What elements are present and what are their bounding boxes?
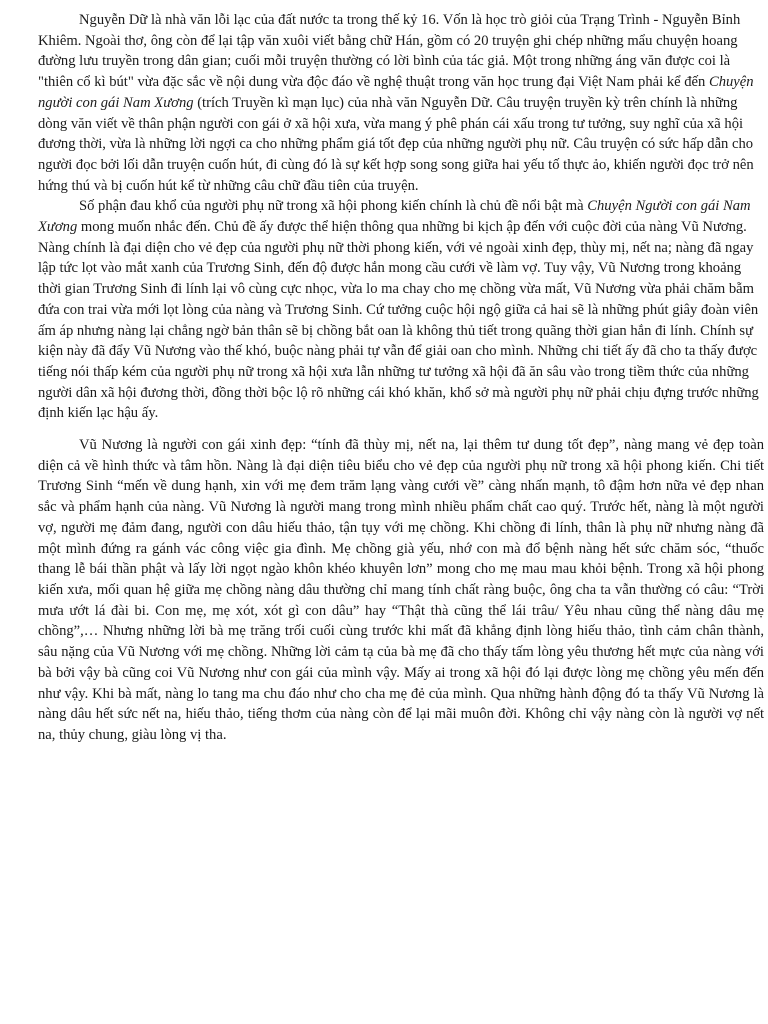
paragraph-text: Vũ Nương là người con gái xinh đẹp: “tính đã thùy mị, nết na, lại thêm tư dung tốt đẹp”, nàng mang vẻ đẹp toàn diện cả về hình thức và tâm hồn. Nàng là đại diện tiêu biểu cho vẻ đẹp của người phụ nữ trong xã hội phong kiến. Chi tiết Trương Sinh “mến về dung hạnh, xin với mẹ đem trăm lạng vàng cưới về” càng nhấn mạnh, tô đậm hơn nữa vẻ đẹp nhan sắc và phẩm hạnh của nàng. Vũ Nương là người mang trong mình nhiều phẩm chất cao quý. Trước hết, nàng là một người vợ, người mẹ đảm đang, người con dâu hiếu thảo, tận tụy với mẹ chồng. Khi chồng đi lính, thân là phụ nữ nhưng nàng đã một mình đứng ra gánh vác công việc gia đình. Mẹ chồng già yếu, nhớ con mà đổ bệnh nàng hết sức chăm sóc, “thuốc thang lễ bái thần phật và lấy lời ngọt ngào khôn khéo khuyên lơn” mong cho mẹ mau mau khỏi bệnh. Trong xã hội phong kiến xưa, mối quan hệ giữa mẹ chồng nàng dâu thường chỉ mang tính chất ràng buộc, ông cha ta vẫn thường có câu: “Trời mưa ướt lá đài bi. Con mẹ, mẹ xót, xót gì con dâu” hay “Thật thà cũng thể lái trâu/ Yêu nhau cũng thể nàng dâu mẹ chồng”,… Nhưng những lời bà mẹ trăng trối cuối cùng trước khi mất đã khẳng định lòng hiếu thảo, tình cảm chân thành, sâu nặng của Vũ Nương với mẹ chồng. Những lời cảm tạ của bà mẹ đã cho thấy tấm lòng yêu thương hết mực của nàng với bà bởi vậy bà cũng coi Vũ Nương như con gái của mình vậy. Mấy ai trong xã hội đó lại được lòng mẹ chồng yêu mến đến như vậy. Khi bà mất, nàng lo tang ma chu đáo như cho cha mẹ đẻ của mình. Qua những hành động đó ta thấy Vũ Nương là nàng dâu hết sức nết na, hiếu thảo, tiếng thơm của nàng còn để lại mãi muôn đời. Không chỉ vậy nàng còn là người vợ nết na, thủy chung, giàu lòng vị tha. [38, 437, 764, 743]
paragraph-theme [38, 196, 764, 424]
work-title: Chuyện Người con gái Nam Xương [38, 198, 751, 236]
paragraph-text: (trích Truyền kì mạn lục) của nhà văn Nguyễn Dữ. Câu truyện truyền kỳ trên chính là những dòng văn viết về thân phận người con gái ở xã hội xưa, vừa mang ý phê phán cái xấu trong tư tưởng, suy nghĩ của xã hội đương thời, vừa là những lời ngợi ca cho những phẩm giá tốt đẹp của những người phụ nữ. Câu truyện có sức hấp dẫn cho người đọc bởi lối dẫn truyện cuốn hút, đi cùng đó là sự kết hợp song song giữa hai yếu tố thực ảo, khiến người đọc trở nên hứng thú và bị cuốn hút kể từ những câu chữ đầu tiên của truyện. [38, 94, 754, 194]
paragraph-text: Số phận đau khổ của người phụ nữ trong xã hội phong kiến chính là chủ đề nổi bật mà [79, 198, 588, 215]
paragraph-intro [38, 10, 764, 196]
paragraph-text: mong muốn nhắc đến. Chủ đề ấy được thể hiện thông qua những bi kịch ập đến với cuộc đời của nàng Vũ Nương. Nàng chính là đại diện cho vẻ đẹp của người phụ nữ thời phong kiến, với vẻ ngoài xinh đẹp, thùy mị, nết na; nàng đã ngay lập tức lọt vào mắt xanh của Trương Sinh, đến độ được hắn mong cầu cưới về làm vợ. Tuy vậy, Vũ Nương trong khoảng thời gian Trương Sinh đi lính lại vô cùng cực nhọc, vừa lo ma chay cho mẹ chồng vừa mất, Vũ Nương vừa phải chăm bẵm đứa con trai vừa mới lọt lòng của nàng và Trương Sinh. Cứ tưởng cuộc hội ngộ giữa cả hai sẽ là những phút giây đoàn viên ấm áp nhưng nàng lại chẳng ngờ bản thân sẽ bị chồng bắt oan là không thủ tiết trong quãng thời gian hắn đi lính. Chính sự kiện này đã đẩy Vũ Nương vào thế khó, buộc nàng phải tự vẫn để giải oan cho mình. Những chi tiết ấy đã cho ta thấy được tiếng nói thấp kém của người phụ nữ trong xã hội xưa lẫn những tư tưởng xã hội đã ăn sâu vào trong tiềm thức của những người dân xã hội đương thời, đồng thời bộc lộ rõ những cái khó khăn, khổ sở mà người phụ nữ phải chịu đựng trước những định kiến lạc hậu ấy. [38, 219, 759, 422]
paragraph-character [38, 435, 764, 746]
paragraph-text: Nguyễn Dữ là nhà văn lỗi lạc của đất nước ta trong thế kỷ 16. Vốn là học trò giỏi của Trạng Trình - Nguyễn Bỉnh Khiêm. Ngoài thơ, ông còn để lại tập văn xuôi viết bằng chữ Hán, gồm có 20 truyện ghi chép những mẩu chuyện hoang đường lưu truyền trong dân gian; cuối mỗi truyện thường có lời bình của tác giả. Một trong những áng văn được coi là "thiên cổ kì bút" vừa đặc sắc về nội dung vừa độc đáo về nghệ thuật trong văn học trung đại Việt Nam phải kể đến [38, 12, 741, 91]
document-page [38, 10, 764, 746]
work-title: Chuyện người con gái Nam Xương [38, 74, 754, 111]
